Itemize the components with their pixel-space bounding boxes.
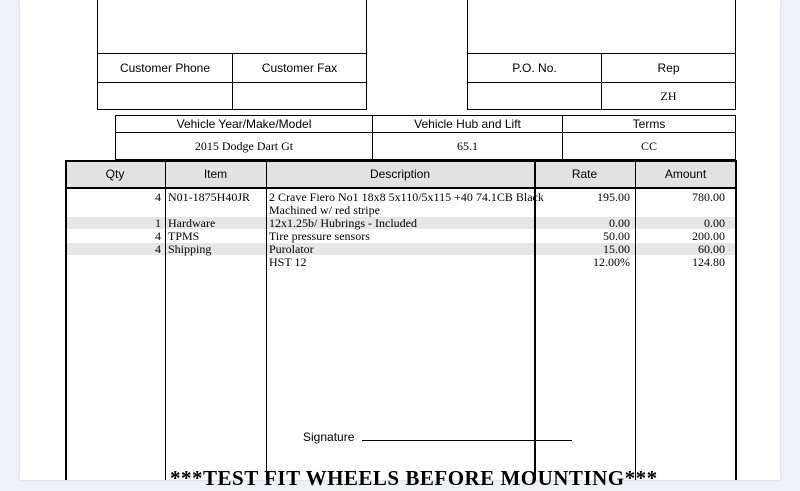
row-item: N01-1875H40JR: [168, 190, 251, 204]
terms-label: Terms: [632, 117, 666, 131]
po-number-label: P.O. No.: [512, 61, 557, 75]
row-description-line2: Machined w/ red stripe: [269, 203, 380, 217]
signature-line: [362, 440, 572, 441]
row-description: HST 12: [269, 255, 307, 269]
rep-value: ZH: [660, 88, 677, 103]
row-item: Hardware: [168, 216, 216, 230]
table-right-border: [735, 160, 737, 480]
vehicle-year-make-model-label: Vehicle Year/Make/Model: [176, 117, 312, 131]
row-item: TPMS: [168, 229, 200, 243]
row-amount: 124.80: [692, 255, 725, 269]
signature-label: Signature: [303, 430, 355, 444]
amount-header: Amount: [635, 160, 736, 188]
item-header: Item: [165, 160, 266, 188]
table-row: [67, 256, 735, 269]
row-qty: 4: [155, 242, 161, 256]
row-description: 12x1.25b/ Hubrings - Included: [269, 216, 417, 230]
row-amount: 0.00: [704, 216, 725, 230]
terms-value: CC: [640, 138, 657, 153]
row-rate: 50.00: [603, 229, 630, 243]
qty-header: Qty: [65, 160, 165, 188]
row-rate: 12.00%: [593, 255, 630, 269]
row-amount: 200.00: [692, 229, 725, 243]
vehicle-hub-lift-value: 65.1: [457, 138, 478, 153]
test-fit-banner: ***TEST FIT WHEELS BEFORE MOUNTING***: [170, 466, 658, 490]
row-rate: 0.00: [609, 216, 630, 230]
row-rate: 15.00: [603, 242, 630, 256]
customer-fax-value: [233, 83, 366, 109]
customer-fax-label: Customer Fax: [261, 61, 338, 75]
row-qty: 4: [155, 190, 161, 204]
row-description: Purolator: [269, 242, 314, 256]
row-description: Tire pressure sensors: [269, 229, 370, 243]
rep-label: Rep: [657, 61, 680, 75]
row-qty: 1: [155, 216, 161, 230]
rate-header: Rate: [534, 160, 635, 188]
table-row: [67, 243, 735, 256]
vehicle-year-make-model-value: 2015 Dodge Dart Gt: [194, 138, 294, 153]
row-description: 2 Crave Fiero No1 18x8 5x110/5x115 +40 74.1CB Black: [269, 190, 544, 204]
row-amount: 780.00: [692, 190, 725, 204]
customer-phone-label: Customer Phone: [119, 61, 211, 75]
customer-phone-value: [98, 83, 232, 109]
row-amount: 60.00: [698, 242, 725, 256]
table-row: [67, 191, 735, 217]
po-number-value: [468, 83, 601, 109]
vehicle-hub-lift-label: Vehicle Hub and Lift: [414, 117, 521, 131]
row-qty: 4: [155, 229, 161, 243]
row-rate: 195.00: [597, 190, 630, 204]
row-item: Shipping: [168, 242, 212, 256]
description-header: Description: [266, 160, 534, 188]
